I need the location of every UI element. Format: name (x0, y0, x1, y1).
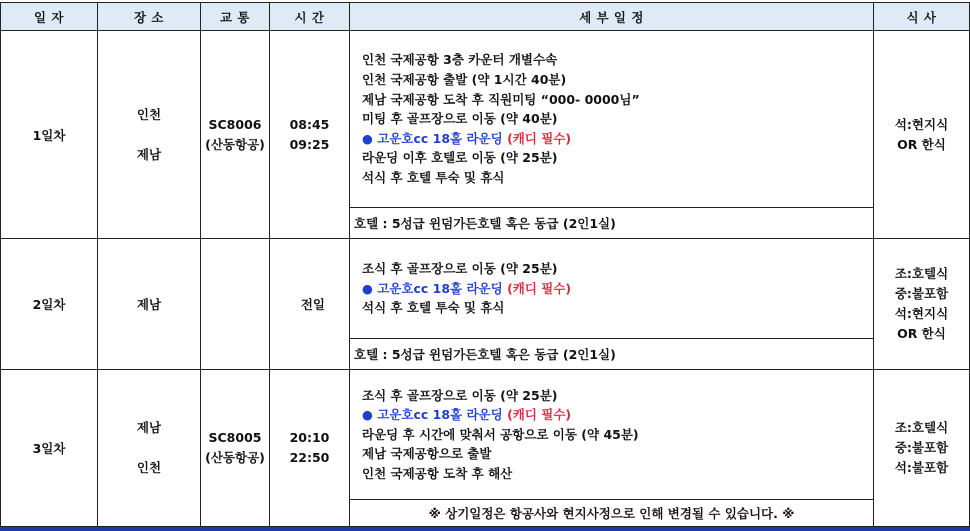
day3-schedule-lines (362, 386, 639, 484)
header-place: 장 소 (98, 2, 201, 31)
day3-label: 3일차 (0, 370, 98, 527)
caddie-required-note: (캐디 필수) (507, 280, 572, 296)
golf-round-text: 고운호cc 18홀 라운딩 (377, 407, 508, 423)
schedule-line: 제남 국제공항 도착 후 직원미팅 “000- 0000님” (362, 91, 640, 107)
schedule-line: 조식 후 골프장으로 이동 (약 25분) (362, 261, 558, 277)
schedule-line: 석식 후 호텔 투숙 및 휴식 (362, 169, 505, 185)
caddie-required-note: (캐디 필수) (507, 407, 572, 423)
schedule-line: 인천 국제공항 도착 후 해산 (362, 465, 513, 481)
day2-label: 2일차 (0, 239, 98, 370)
day2-time: 전일 (270, 239, 350, 370)
header-time: 시 간 (270, 2, 350, 31)
day1-meals (874, 31, 970, 239)
day2-schedule (350, 239, 874, 339)
day3-transport (201, 370, 270, 527)
day1-place-from: 인천 (136, 106, 162, 122)
day2-hotel: 호텔 : 5성급 윈덤가든호텔 혹은 동급 (2인1실) (350, 339, 874, 370)
day1-meal-2: OR 한식 (897, 136, 946, 152)
day1-schedule-lines (362, 50, 640, 187)
day2-place: 제남 (98, 239, 201, 370)
day1-arrival-time: 09:25 (289, 136, 330, 152)
bullet-icon: ● (362, 407, 378, 423)
day1-places (98, 31, 201, 239)
day3-meal-3: 석:불포함 (894, 460, 949, 475)
day2-meal-1: 조:호텔식 (894, 266, 949, 281)
schedule-line (362, 405, 639, 425)
caddie-required-note: (캐디 필수) (507, 130, 572, 146)
day3-departure-time: 20:10 (289, 430, 330, 445)
day1-schedule (350, 31, 874, 208)
day1-departure-time: 08:45 (289, 116, 330, 132)
schedule-line: 조식 후 골프장으로 이동 (약 25분) (362, 387, 558, 403)
day1-hotel: 호텔 : 5성급 윈덤가든호텔 혹은 동급 (2인1실) (350, 208, 874, 239)
day2-meals (874, 239, 970, 370)
schedule-line (362, 279, 571, 299)
day3-arrival-time: 22:50 (289, 450, 330, 465)
day1-airline: (산동항공) (205, 136, 265, 152)
day1-transport (201, 31, 270, 239)
header-details: 세 부 일 정 (350, 2, 874, 31)
schedule-line: 인천 국제공항 3층 카운터 개별수속 (362, 52, 558, 68)
day1-times (270, 31, 350, 239)
bottom-border-bar (0, 527, 970, 531)
bullet-icon: ● (362, 280, 378, 296)
day3-meal-1: 조:호텔식 (894, 420, 949, 435)
day3-times (270, 370, 350, 527)
day1-flight-number: SC8006 (208, 116, 262, 132)
schedule-line: 미팅 후 골프장으로 이동 (약 40분) (362, 111, 558, 127)
header-date: 일 자 (0, 2, 98, 31)
day2-meal-3: 석:현지식 (894, 306, 949, 321)
schedule-line: 인천 국제공항 출발 (약 1시간 40분) (362, 72, 567, 88)
day3-meals (874, 370, 970, 527)
golf-round-text: 고운호cc 18홀 라운딩 (377, 130, 508, 146)
schedule-line: 라운딩 후 시간에 맞춰서 공항으로 이동 (약 45분) (362, 426, 639, 442)
schedule-line: 석식 후 호텔 투숙 및 휴식 (362, 300, 505, 316)
day3-place-to: 인천 (136, 460, 162, 475)
day3-airline: (산동항공) (205, 450, 265, 465)
day3-notice: ※ 상기일정은 항공사와 현지사정으로 인해 변경될 수 있습니다. ※ (350, 500, 874, 527)
golf-round-text: 고운호cc 18홀 라운딩 (377, 280, 508, 296)
schedule-line: 라운딩 이후 호텔로 이동 (약 25분) (362, 150, 558, 166)
header-meals: 식 사 (874, 2, 970, 31)
day3-meal-2: 중:불포함 (894, 440, 949, 455)
day1-place-to: 제남 (136, 146, 162, 162)
day3-places (98, 370, 201, 527)
day3-place-from: 제남 (136, 420, 162, 435)
day2-schedule-lines (362, 259, 571, 318)
schedule-line: 제남 국제공항으로 출발 (362, 446, 492, 462)
schedule-line (362, 129, 640, 149)
header-transport: 교 통 (201, 2, 270, 31)
bullet-icon: ● (362, 130, 378, 146)
day1-label: 1일차 (0, 31, 98, 239)
day3-flight-number: SC8005 (208, 430, 262, 445)
day2-meal-2: 중:불포함 (894, 286, 949, 301)
day1-meal-1: 석:현지식 (894, 116, 949, 132)
day3-schedule (350, 370, 874, 500)
day2-meal-4: OR 한식 (897, 326, 946, 341)
day2-transport (201, 239, 270, 370)
